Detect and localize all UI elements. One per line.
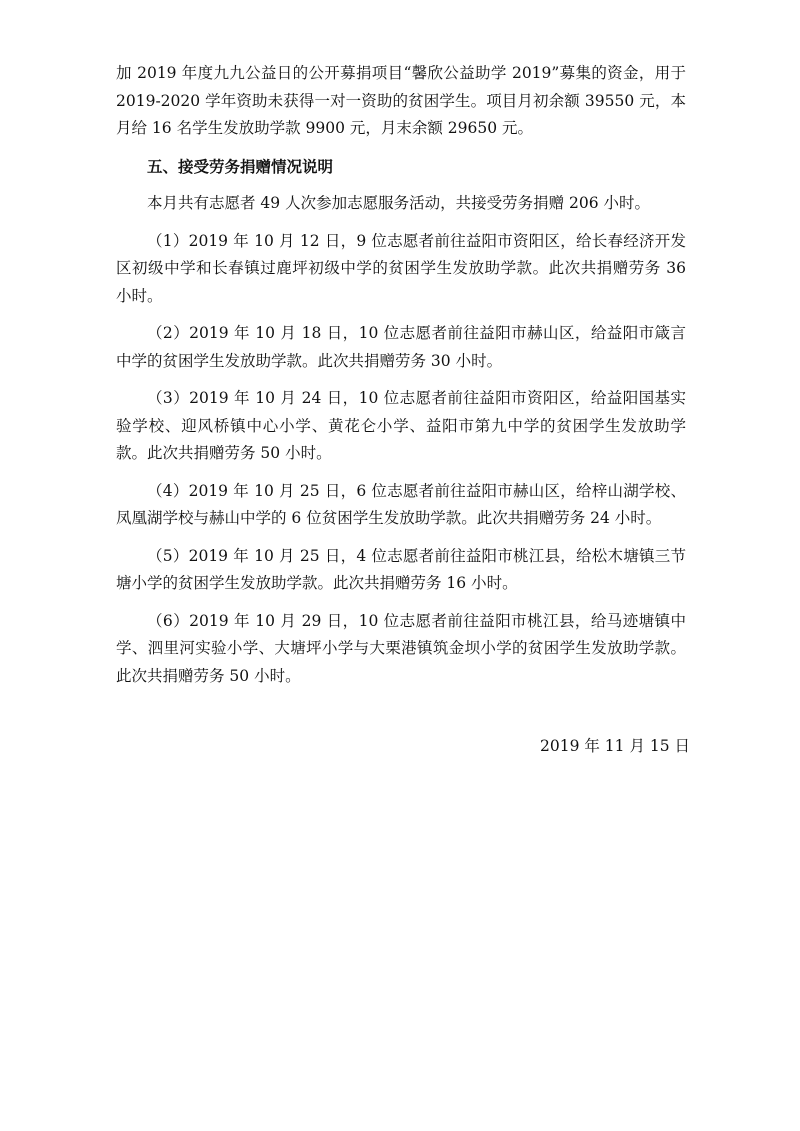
list-item: （1）2019 年 10 月 12 日，9 位志愿者前往益阳市资阳区，给长春经济开发区初级中学和长春镇过鹿坪初级中学的贫困学生发放助学款。此次共捐赠劳务 36 小时。 <box>116 231 686 305</box>
list-item: （6）2019 年 10 月 29 日，10 位志愿者前往益阳市桃江县，给马迹塘镇中学、泗里河实验小学、大塘坪小学与大栗港镇筑金坝小学的贫困学生发放助学款。此次共捐赠劳务 50 小时。 <box>116 611 686 685</box>
intro-paragraph: 加 2019 年度九九公益日的公开募捐项目“馨欣公益助学 2019”募集的资金，用于 2019-2020 学年资助未获得一对一资助的贫困学生。项目月初余额 39550 元，本月给 16 名学生发放助学款 9900 元，月末余额 29650 元。 <box>116 64 686 137</box>
list-item: （3）2019 年 10 月 24 日，10 位志愿者前往益阳市资阳区，给益阳国基实验学校、迎风桥镇中心小学、黄花仑小学、益阳市第九中学的贫困学生发放助学款。此次共捐赠劳务 50 小时。 <box>116 389 686 462</box>
summary-paragraph: 本月共有志愿者 49 人次参加志愿服务活动，共接受劳务捐赠 206 小时。 <box>147 194 651 212</box>
document-body <box>116 60 686 690</box>
section-heading: 五、接受劳务捐赠情况说明 <box>147 156 334 176</box>
list-item: （5）2019 年 10 月 25 日，4 位志愿者前往益阳市桃江县，给松木塘镇三节塘小学的贫困学生发放助学款。此次共捐赠劳务 16 小时。 <box>116 546 686 592</box>
list-item: （4）2019 年 10 月 25 日，6 位志愿者前往益阳市赫山区，给梓山湖学校、凤凰湖学校与赫山中学的 6 位贫困学生发放助学款。此次共捐赠劳务 24 小时。 <box>116 481 686 527</box>
list-item: （2）2019 年 10 月 18 日，10 位志愿者前往益阳市赫山区，给益阳市箴言中学的贫困学生发放助学款。此次共捐赠劳务 30 小时。 <box>116 324 686 370</box>
document-date: 2019 年 11 月 15 日 <box>540 737 691 755</box>
